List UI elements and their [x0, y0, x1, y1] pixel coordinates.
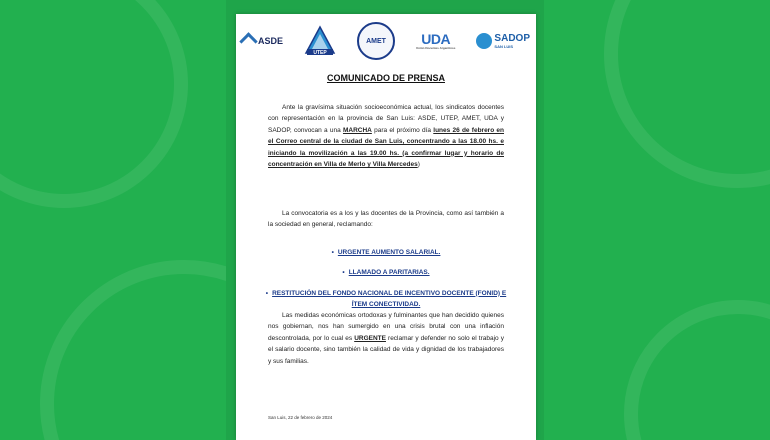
background-right [544, 0, 770, 440]
background-left [0, 0, 226, 440]
demands-list [264, 247, 508, 320]
amet-logo-text: AMET [366, 37, 386, 45]
p3-text-a: Las medidas económicas ortodoxas y fulminantes que han decidido quienes nos gobiernan, nos han sumergido en una crisis brutal con una inflación descontrolada, por lo cual es [268, 312, 504, 342]
demand-item: • RESTITUCIÓN DEL FONDO NACIONAL DE INCENTIVO DOCENTE (FONID) E ÍTEM CONECTIVIDAD. [264, 288, 508, 311]
asde-logo [242, 35, 283, 48]
union-logos-row [242, 20, 530, 62]
p1-mid: para el próximo día [371, 126, 434, 134]
signature-date: San Luis, 22 de febrero de 2024 [268, 415, 333, 420]
uda-logo [416, 32, 455, 50]
utep-triangle-icon [304, 25, 336, 57]
p3-urgente: URGENTE [354, 334, 386, 342]
decorative-ring [40, 260, 226, 440]
amet-logo [357, 22, 395, 60]
p1-intro: Ante la gravísima situación socioeconómica actual, los sindicatos docentes con representación en la provincia de San Luis: ASDE, UTEP, AMET, UDA y SADOP, convocan a una [268, 104, 504, 134]
p1-marcha: MARCHA [342, 126, 372, 134]
p1-end: ) [417, 161, 420, 169]
document-title: COMUNICADO DE PRENSA [326, 73, 445, 83]
uda-logo-text: UDA [421, 31, 451, 47]
decorative-ring [604, 0, 770, 188]
paragraph-crisis [268, 310, 504, 367]
decorative-ring [0, 0, 188, 208]
asde-logo-text: ASDE [258, 36, 284, 46]
uda-logo-subtext: Unión Docentes Argentinos [416, 46, 456, 50]
asde-mark-icon [239, 32, 257, 50]
sadop-circle-icon [476, 33, 492, 49]
sadop-logo-text: SADOP [494, 33, 530, 44]
utep-logo [304, 25, 336, 57]
sadop-logo [476, 33, 530, 49]
p1-date: lunes 26 de febrero en el Correo central de la ciudad de San Luis, concentrando a las 18.00 hs. e iniciando la movilización a las 19.00 hs. [268, 126, 505, 157]
utep-logo-text: UTEP [313, 50, 327, 56]
decorative-ring [624, 300, 770, 440]
demand-item: • LLAMADO A PARITARIAS. [264, 267, 508, 278]
paragraph-convocation [268, 102, 504, 170]
sadop-logo-subtext: SAN LUIS [494, 44, 514, 49]
p3-text-b: reclamar y defender no solo el trabajo y el salario docente, sino también la calidad de vida y dignidad de los trabajadores y sus familias. [268, 334, 504, 365]
paragraph-reclamo: La convocatoria es a los y las docentes de la Provincia, como así también a la sociedad en general, reclamando: [268, 210, 504, 229]
press-release-document [236, 14, 536, 440]
demand-item: • URGENTE AUMENTO SALARIAL. [264, 247, 508, 258]
p1-confirm: (a confirmar lugar y horario de concentración en Villa de Merlo y Villa Mercedes [268, 149, 504, 169]
